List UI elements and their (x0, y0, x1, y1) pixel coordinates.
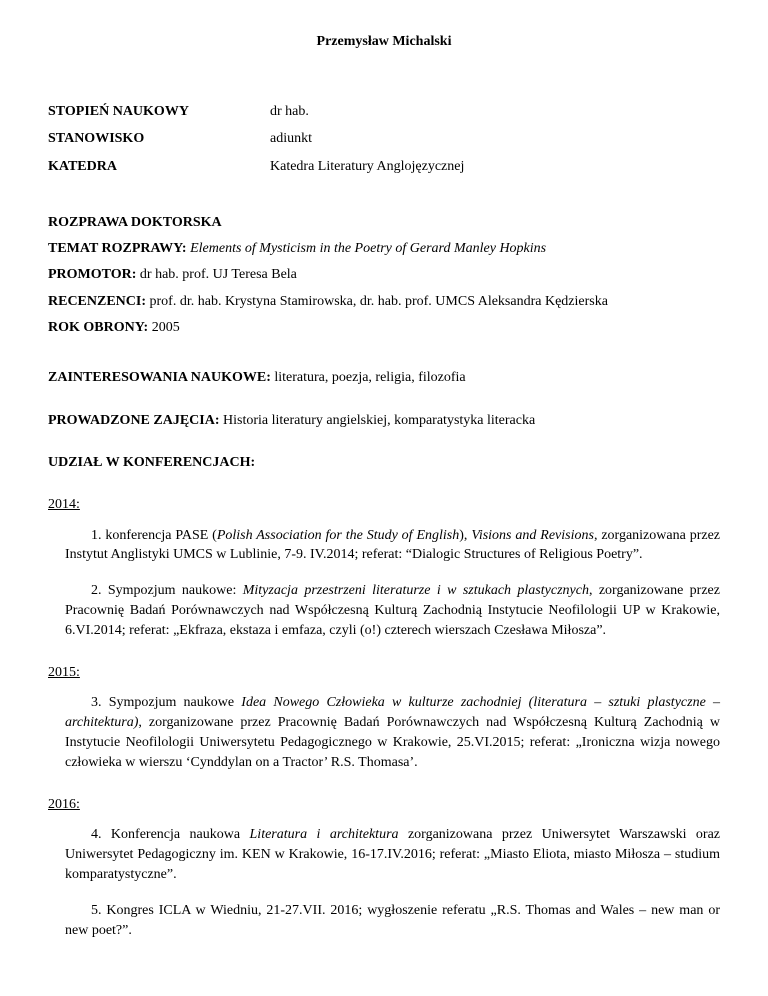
conference-text-segment: , zorganizowana przez Instytut Anglistyki UMCS w Lublinie, 7-9. IV.2014; referat: “Dialogic Structures of Religious Poetry”. (65, 527, 720, 563)
doctoral-year-line (48, 318, 720, 338)
profile-value-degree: dr hab. (270, 104, 309, 119)
conference-year-heading: 2016: (48, 796, 80, 812)
interests-line (48, 368, 720, 388)
profile-label-position: STANOWISKO (48, 131, 145, 147)
profile-value-position: adiunkt (270, 131, 312, 147)
doctoral-reviewers-value: prof. dr. hab. Krystyna Stamirowska, dr. hab. prof. UMCS Aleksandra Kędzierska (149, 293, 608, 309)
conference-text-segment: 3. Sympozjum naukowe (91, 695, 242, 711)
doctoral-reviewers-label: RECENZENCI: (48, 293, 147, 309)
conference-title-segment: Polish Association for the Study of English (216, 527, 460, 543)
conference-text-segment: zorganizowana przez Uniwersytet Warszawski oraz Uniwersytet Pedagogiczny im. KEN w Krakowie, 16-17.IV.2016; referat: „Miasto Eliota, miasto Miłosza – studium komparatystyczne”. (65, 827, 720, 882)
conference-text-segment: 4. Konferencja naukowa (91, 827, 250, 843)
profile-label-department: KATEDRA (48, 158, 117, 174)
conference-text-segment: 1. konferencja PASE ( (91, 527, 217, 543)
conference-title-segment: Idea Nowego Człowieka w kulturze zachodniej (literatura – sztuki plastyczne – architektura) (65, 695, 720, 731)
page-title: Przemysław Michalski (316, 34, 452, 49)
doctoral-supervisor-line (48, 265, 720, 285)
doctoral-reviewers-line (48, 292, 720, 312)
classes-line (48, 411, 720, 431)
doctoral-topic-line (48, 239, 720, 259)
conference-text-segment: 2. Sympozjum naukowe: (91, 583, 243, 599)
conference-paragraph (65, 825, 720, 885)
table-row (48, 129, 720, 149)
conference-text-segment: ), (459, 527, 472, 543)
profile-value-department: Katedra Literatury Anglojęzycznej (270, 158, 465, 174)
conference-paragraph (65, 526, 720, 566)
conference-text-segment: , zorganizowane przez Pracownię Badań Porównawczych nad Współczesną Kulturą Zachodnią Instytucie Neofilologii UP w Krakowie, 6.VI.2014; referat: „Ekfraza, ekstaza i emfaza, czyli (o!) czterech wierszach Czesława Miłosza”. (65, 583, 720, 639)
conferences-heading: UDZIAŁ W KONFERENCJACH: (48, 454, 256, 470)
profile-label-degree: STOPIEŃ NAUKOWY (48, 104, 189, 119)
doctoral-heading: ROZPRAWA DOKTORSKA (48, 214, 222, 230)
doctoral-topic-value: Elements of Mysticism in the Poetry of Gerard Manley Hopkins (190, 241, 547, 257)
conference-paragraph (65, 581, 720, 641)
doctoral-supervisor-value: dr hab. prof. UJ Teresa Bela (139, 267, 297, 283)
doctoral-year-value: 2005 (151, 320, 180, 336)
interests-label: ZAINTERESOWANIA NAUKOWE: (48, 370, 271, 386)
conference-paragraph (65, 693, 720, 773)
doctoral-year-label: ROK OBRONY: (48, 320, 149, 336)
conference-list (48, 495, 720, 940)
conference-year-heading: 2014: (48, 497, 80, 513)
profile-table (48, 102, 720, 177)
doctoral-supervisor-label: PROMOTOR: (48, 267, 137, 283)
classes-value: Historia literatury angielskiej, komparatystyka literacka (223, 412, 536, 428)
doctoral-topic-label: TEMAT ROZPRAWY: (48, 241, 187, 257)
table-row (48, 157, 720, 177)
doctoral-section (48, 213, 720, 338)
conference-title-segment: Mityzacja przestrzeni literaturze i w sztukach plastycznych (242, 583, 589, 599)
conference-year-heading: 2015: (48, 664, 80, 680)
interests-value: literatura, poezja, religia, filozofia (274, 370, 466, 386)
conference-title-segment: Visions and Revisions (471, 527, 594, 543)
table-row (48, 102, 720, 122)
conference-paragraph (65, 901, 720, 941)
classes-label: PROWADZONE ZAJĘCIA: (48, 412, 220, 428)
conference-text-segment: 5. Kongres ICLA w Wiedniu, 21-27.VII. 2016; wygłoszenie referatu „R.S. Thomas and Wales – new man or new poet?”. (65, 902, 720, 938)
conference-title-segment: Literatura i architektura (249, 827, 399, 843)
conference-text-segment: , zorganizowane przez Pracownię Badań Porównawczych nad Współczesną Kulturą Zachodnią w Instytucie Neofilologii Uniwersytetu Pedagogicznego w Krakowie, 25.VI.2015; referat: „Ironiczna wizja nowego człowieka w wierszu ‘Cynddylan on a Tractor’ R.S. Thomasa’. (65, 715, 720, 770)
